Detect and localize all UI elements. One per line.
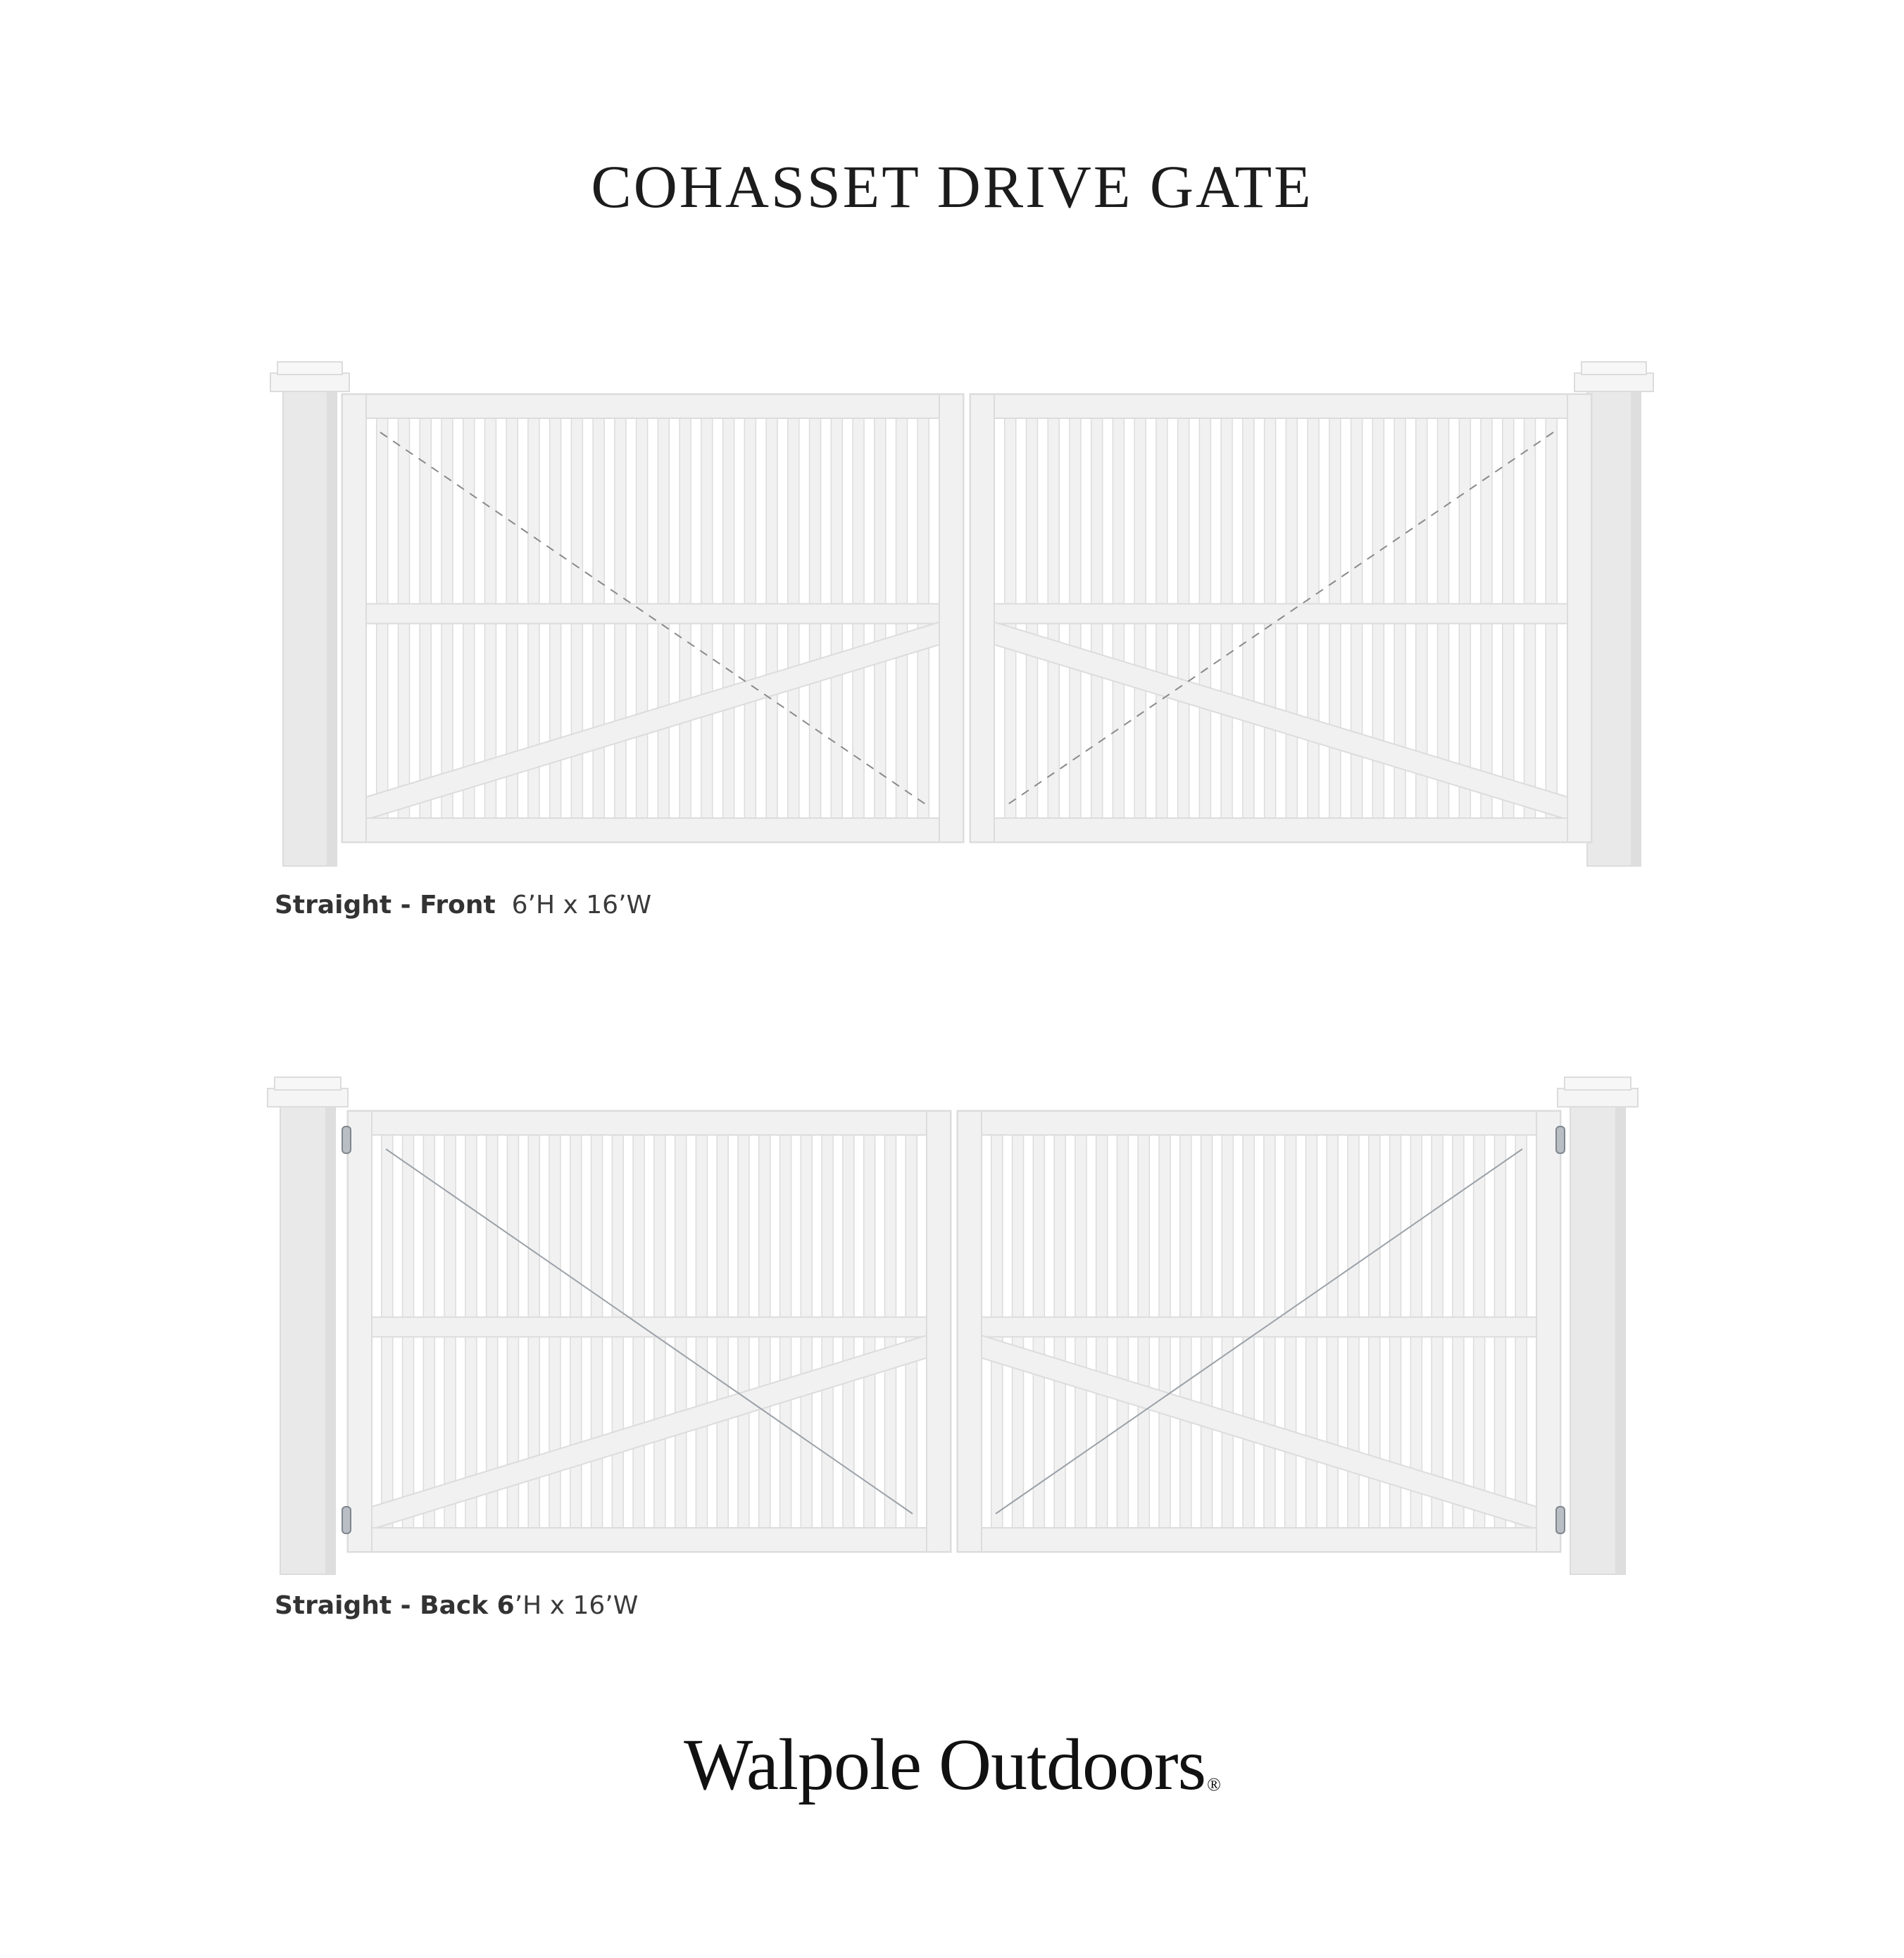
- right-gate-leaf: [970, 394, 1591, 842]
- stile: [348, 1111, 372, 1552]
- bottom-rail: [970, 818, 1591, 842]
- bottom-rail: [342, 818, 963, 842]
- view-name-back: Straight - Back 6: [275, 1591, 515, 1620]
- view-dimensions-front: 6’H x 16’W: [511, 891, 652, 920]
- stile: [1567, 394, 1591, 842]
- top-rail: [958, 1111, 1560, 1135]
- top-rail: [348, 1111, 951, 1135]
- caption-back: [275, 1593, 638, 1619]
- stile: [927, 1111, 951, 1552]
- stile: [939, 394, 963, 842]
- left-gate-leaf: [342, 394, 963, 842]
- right-post: [1558, 1077, 1638, 1574]
- bottom-rail: [958, 1528, 1560, 1552]
- left-post: [268, 1077, 348, 1574]
- hinge-icon: [342, 1127, 351, 1153]
- brand-name: Walpole Outdoors: [684, 1724, 1206, 1805]
- middle-rail: [982, 1317, 1536, 1337]
- left-post: [270, 362, 349, 866]
- hinge-icon: [1556, 1127, 1565, 1153]
- gate-front-view: [0, 338, 1904, 873]
- bottom-rail: [348, 1528, 951, 1552]
- hinge-icon: [1556, 1507, 1565, 1533]
- caption-front: [275, 893, 651, 918]
- stile: [970, 394, 994, 842]
- stile: [342, 394, 366, 842]
- left-gate-leaf: [348, 1111, 951, 1552]
- gate-back-view: [0, 1049, 1904, 1584]
- view-name-front: Straight - Front: [275, 891, 496, 920]
- stile: [1536, 1111, 1560, 1552]
- right-gate-leaf: [958, 1111, 1560, 1552]
- hinge-icon: [342, 1507, 351, 1533]
- stile: [958, 1111, 982, 1552]
- top-rail: [342, 394, 963, 418]
- top-rail: [970, 394, 1591, 418]
- middle-rail: [994, 604, 1567, 624]
- brand-logo: [0, 1724, 1904, 1805]
- registered-mark: ®: [1207, 1774, 1220, 1795]
- view-dimensions-back: ’H x 16’W: [514, 1591, 639, 1620]
- middle-rail: [366, 604, 939, 624]
- middle-rail: [372, 1317, 927, 1337]
- page-title: COHASSET DRIVE GATE: [591, 153, 1313, 220]
